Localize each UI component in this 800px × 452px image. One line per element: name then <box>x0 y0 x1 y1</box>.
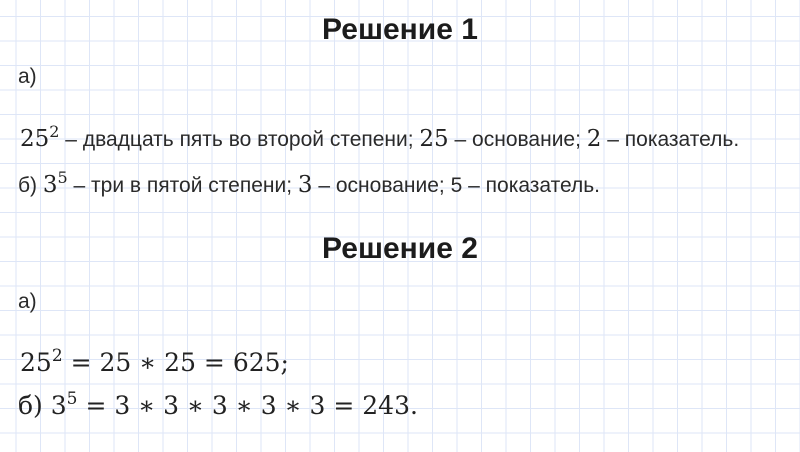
base-label-text: – основание; <box>448 128 587 151</box>
solution1-statement-b <box>18 168 600 205</box>
item-b-label: б) <box>18 391 51 420</box>
power-base-number: 3 <box>50 391 67 420</box>
power-exponent-number: 2 <box>49 122 60 141</box>
solution1-statement-a <box>20 122 739 159</box>
solution1-item-a-label: а) <box>18 65 37 88</box>
solution1-title: Решение 1 <box>322 13 478 46</box>
calculation-expression: = 25 ∗ 25 = 625; <box>62 348 289 377</box>
calculation-expression: = 3 ∗ 3 ∗ 3 ∗ 3 ∗ 3 = 243. <box>77 391 418 420</box>
power-exponent-number: 5 <box>66 389 78 409</box>
item-b-label: б) <box>18 174 43 197</box>
power-base-number: 25 <box>20 348 52 377</box>
power-exponent-number: 2 <box>51 346 63 366</box>
base-number: 25 <box>419 126 449 152</box>
power-description-text: – двадцать пять во второй степени; <box>59 128 420 151</box>
solution2-calculation-b <box>18 389 418 427</box>
exponent-label-text: 5 – показатель. <box>450 174 601 197</box>
solution2-title: Решение 2 <box>322 232 478 265</box>
base-number: 3 <box>297 172 313 198</box>
power-description-text: – три в пятой степени; <box>67 174 298 197</box>
solution2-calculation-a <box>20 346 289 384</box>
exponent-number: 2 <box>586 126 602 152</box>
exponent-label-text: – показатель. <box>601 128 740 151</box>
power-base-number: 3 <box>42 172 58 198</box>
solution2-item-a-label: а) <box>18 290 37 313</box>
power-exponent-number: 5 <box>57 168 68 187</box>
power-base-number: 25 <box>20 126 50 152</box>
base-label-text: – основание; <box>312 174 451 197</box>
